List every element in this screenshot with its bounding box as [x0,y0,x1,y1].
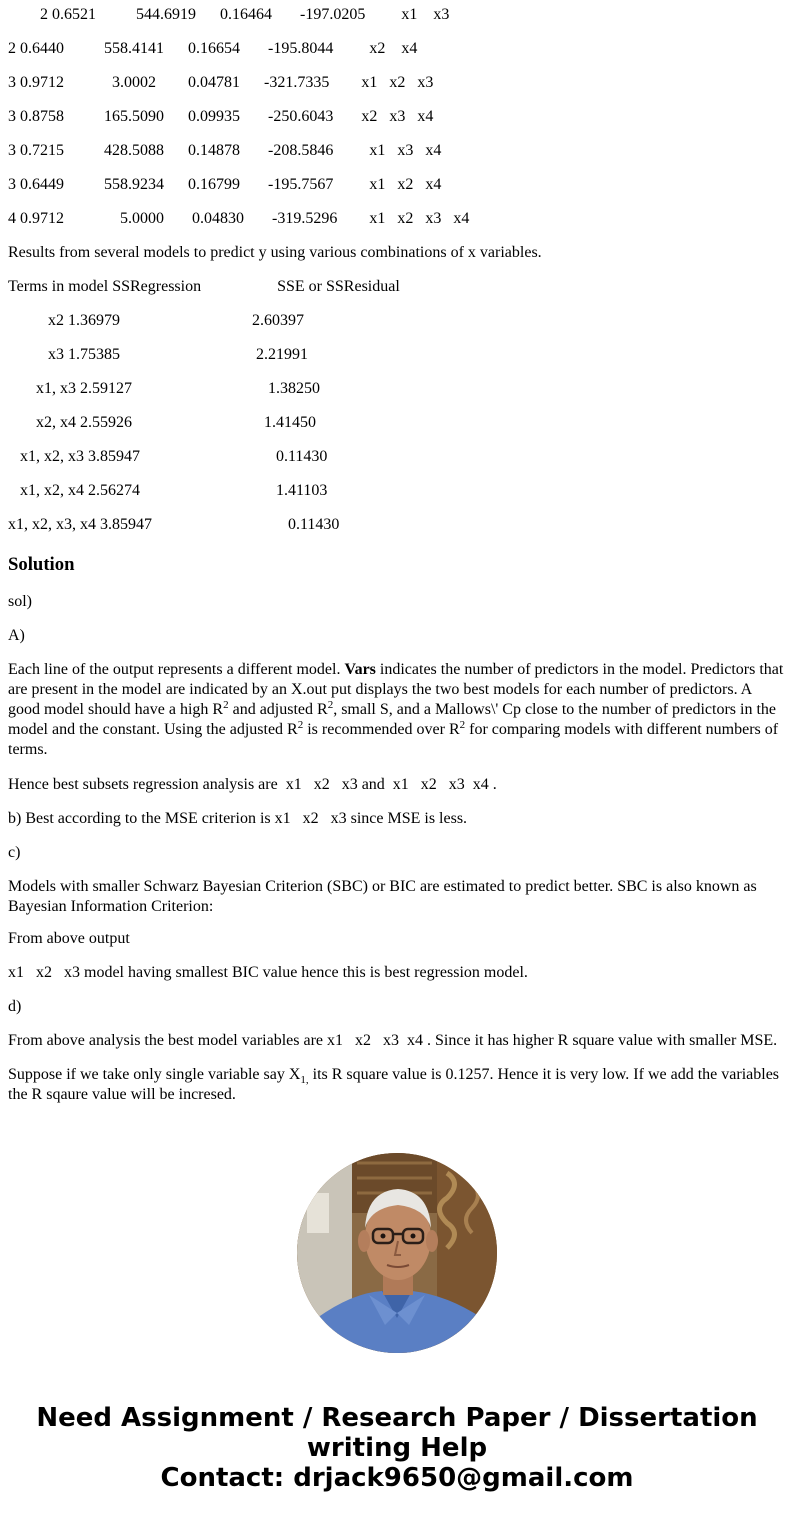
author-avatar [297,1153,497,1353]
table2-header: Terms in model SSRegression SSE or SSResidual [8,278,400,295]
table1-row: 4 0.9712 5.0000 0.04830 -319.5296 x1 x2 x3 x4 [8,210,470,227]
superscript: 2 [327,699,334,711]
table2-row: x2 1.36979 2.60397 [8,312,304,329]
part-a-text: indicates the number of predictors in the model. Predictors that are present in the model are indicated by an X.out put displays the two best models for each number of predictors. A good model should have a high R [8,661,784,718]
part-a-text: for comparing models with different numbers of terms. [8,721,779,758]
table2-row: x3 1.75385 2.21991 [8,346,308,363]
table1-row: 3 0.7215 428.5088 0.14878 -208.5846 x1 x3 x4 [8,142,442,159]
results-caption: Results from several models to predict y using various combinations of x variables. [8,244,542,261]
part-b-text: b) Best according to the MSE criterion is x1 x2 x3 since MSE is less. [8,810,468,827]
contact-banner [0,1403,794,1493]
part-a-text: is recommended over R [303,721,460,738]
suppose-text: Suppose if we take only single variable say X [8,1066,301,1083]
bic-conclusion: x1 x2 x3 model having smallest BIC value hence this is best regression model. [8,964,528,981]
table2-row: x1, x3 2.59127 1.38250 [8,380,320,397]
table2-row: x1, x2, x3 3.85947 0.11430 [8,448,328,465]
contact-email-line: Contact: drjack9650@gmail.com [160,1463,634,1493]
part-a-label: A) [8,627,25,644]
table1-row: 3 0.8758 165.5090 0.09935 -250.6043 x2 x3 x4 [8,108,434,125]
banner-line: Need Assignment / Research Paper / Dissertation [36,1403,758,1433]
table1-row: 3 0.6449 558.9234 0.16799 -195.7567 x1 x2 x4 [8,176,442,193]
table2-row: x2, x4 2.55926 1.41450 [8,414,316,431]
table1-row: 3 0.9712 3.0002 0.04781 -321.7335 x1 x2 x3 [8,74,434,91]
part-d-label: d) [8,998,22,1015]
superscript: 2 [223,699,229,711]
superscript: 2 [459,719,466,731]
part-c-label: c) [8,844,21,861]
part-a-text: Each line of the output represents a different model. [8,661,345,678]
banner-line: writing Help [306,1433,488,1463]
part-d-text: From above analysis the best model variables are x1 x2 x3 x4 . Since it has higher R square value with smaller MSE. [8,1032,778,1049]
from-above-output: From above output [8,930,130,947]
best-subsets-text: Hence best subsets regression analysis are x1 x2 x3 and x1 x2 x3 x4 . [8,776,497,793]
suppose-paragraph [8,1065,786,1105]
sol-label: sol) [8,593,32,610]
subscript: 1, [300,1074,309,1086]
suppose-text: its R square value is 0.1257. Hence it is very low. If we add the variables the R sqaure value will be incresed. [8,1066,780,1103]
table1-row: 2 0.6521 544.6919 0.16464 -197.0205 x1 x3 [8,6,450,23]
part-c-text: Models with smaller Schwarz Bayesian Criterion (SBC) or BIC are estimated to predict better. SBC is also known as Bayesian Information Criterion: [8,878,757,915]
part-a-text: and adjusted R [228,701,328,718]
superscript: 2 [297,719,304,731]
part-a-text: , small S, and a Mallows\' Cp close to the number of predictors in the model and the constant. Using the adjusted R [8,701,776,738]
part-a-paragraph [8,660,786,760]
author-portrait-image [297,1153,497,1353]
vars-term: Vars [344,661,376,678]
solution-heading: Solution [8,554,75,575]
table1-row: 2 0.6440 558.4141 0.16654 -195.8044 x2 x4 [8,40,418,57]
table2-row: x1, x2, x4 2.56274 1.41103 [8,482,328,499]
table2-row: x1, x2, x3, x4 3.85947 0.11430 [8,516,340,533]
